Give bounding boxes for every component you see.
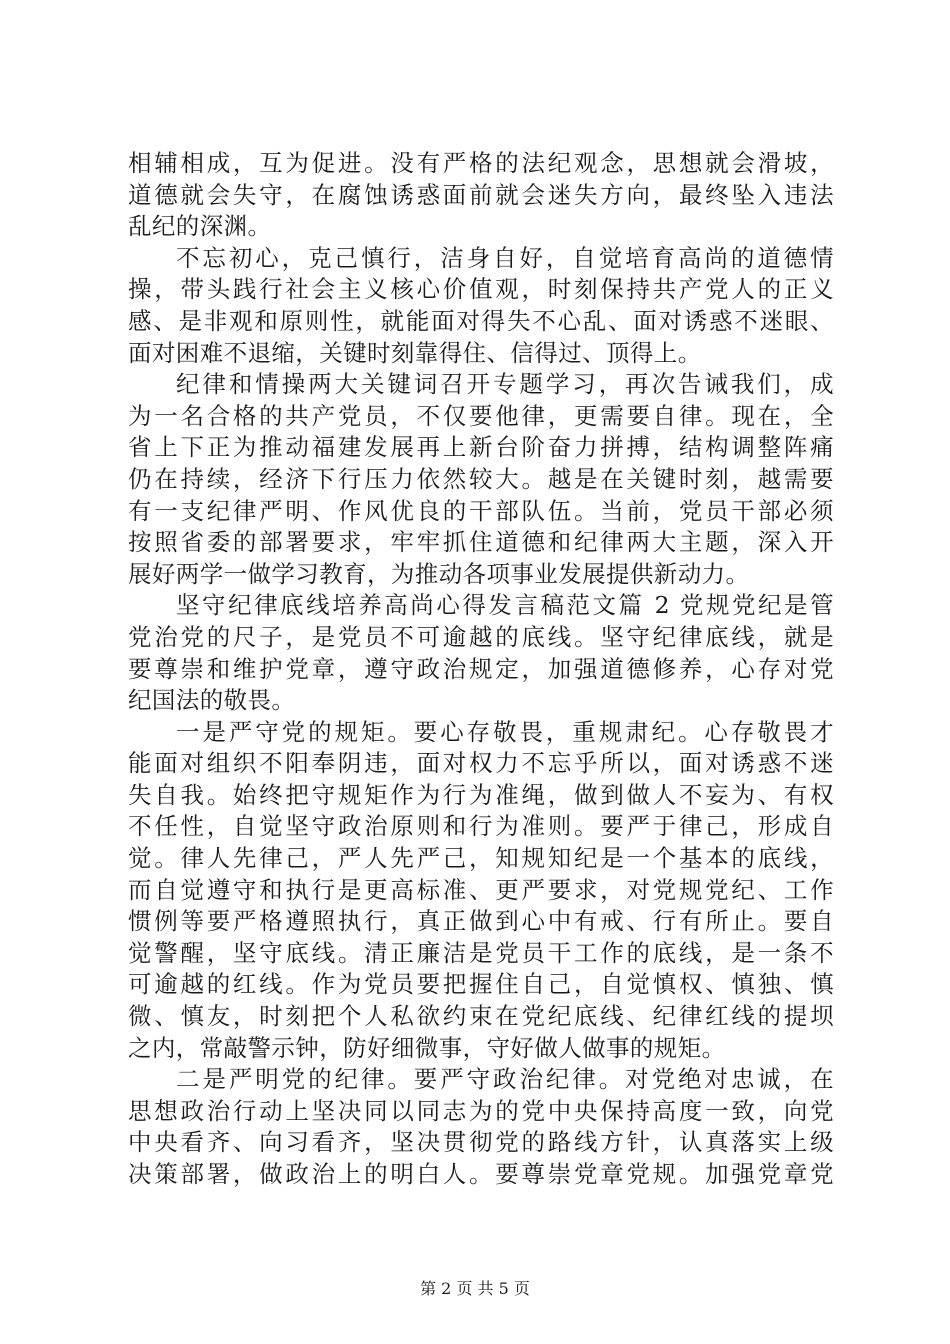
text-line: 微、慎友，时刻把个人私欲约束在党纪底线、纪律红线的提坝	[128, 1002, 834, 1031]
text-line: 有一支纪律严明、作风优良的干部队伍。当前，党员干部必须	[128, 496, 834, 525]
text-line: 道德就会失守，在腐蚀诱惑面前就会迷失方向，最终坠入违法	[128, 180, 834, 209]
text-line: 为一名合格的共产党员，不仅要他律，更需要自律。现在，全	[128, 401, 834, 430]
text-line: 决策部署，做政治上的明白人。要尊崇党章党规。加强党章党	[128, 1160, 834, 1188]
text-line: 不任性，自觉坚守政治原则和行为准则。要严于律己，形成自	[128, 812, 834, 841]
text-line: 展好两学一做学习教育，为推动各项事业发展提供新动力。	[128, 559, 750, 588]
text-line: 面对困难不退缩，关键时刻靠得住、信得过、顶得上。	[128, 338, 702, 367]
text-line: 相辅相成，互为促进。没有严格的法纪观念，思想就会滑坡，	[128, 149, 834, 177]
text-line: 感、是非观和原则性，就能面对得失不心乱、面对诱惑不迷眼、	[128, 306, 834, 335]
text-line: 操，带头践行社会主义核心价值观，时刻保持共产党人的正义	[128, 275, 834, 304]
text-line: 省上下正为推动福建发展再上新台阶奋力拼搏，结构调整阵痛	[128, 433, 834, 462]
text-line: 按照省委的部署要求，牢牢抓住道德和纪律两大主题，深入开	[128, 528, 834, 557]
text-line: 觉。律人先律己，严人先严己，知规知纪是一个基本的底线，	[128, 844, 834, 873]
text-line: 之内，常敲警示钟，防好细微事，守好做人做事的规矩。	[128, 1033, 726, 1062]
paragraph-first-line: 不忘初心，克己慎行，洁身自好，自觉培育高尚的道德情	[176, 243, 834, 272]
text-line: 可逾越的红线。作为党员要把握住自己，自觉慎权、慎独、慎	[128, 970, 834, 999]
paragraph-first-line: 二是严明党的纪律。要严守政治纪律。对党绝对忠诚，在	[176, 1065, 834, 1094]
paragraph-first-line: 坚守纪律底线培养高尚心得发言稿范文篇 2 党规党纪是管	[176, 591, 834, 620]
text-line: 党治党的尺子，是党员不可逾越的底线。坚守纪律底线，就是	[128, 622, 834, 651]
text-line: 要尊崇和维护党章，遵守政治规定，加强道德修养，心存对党	[128, 654, 834, 683]
paragraph-first-line: 纪律和情操两大关键词召开专题学习，再次告诫我们，成	[176, 370, 834, 399]
text-line: 能面对组织不阳奉阴违，面对权力不忘乎所以，面对诱惑不迷	[128, 749, 834, 778]
text-line: 乱纪的深渊。	[128, 212, 272, 241]
text-line: 中央看齐、向习看齐，坚决贯彻党的路线方针，认真落实上级	[128, 1128, 834, 1157]
text-line: 失自我。始终把守规矩作为行为准绳，做到做人不妄为、有权	[128, 780, 834, 809]
document-body	[128, 148, 834, 1191]
text-line: 纪国法的敬畏。	[128, 686, 296, 715]
paragraph-first-line: 一是严守党的规矩。要心存敬畏，重规肃纪。心存敬畏才	[176, 717, 834, 746]
text-line: 惯例等要严格遵照执行，真正做到心中有戒、行有所止。要自	[128, 907, 834, 936]
text-line: 仍在持续，经济下行压力依然较大。越是在关键时刻，越需要	[128, 464, 834, 493]
text-line: 觉警醒，坚守底线。清正廉洁是党员干工作的底线，是一条不	[128, 938, 834, 967]
text-line: 而自觉遵守和执行是更高标准、更严要求，对党规党纪、工作	[128, 875, 834, 904]
text-line: 思想政治行动上坚决同以同志为的党中央保持高度一致，向党	[128, 1096, 834, 1125]
page-footer: 第 2 页 共 5 页	[420, 1279, 530, 1298]
